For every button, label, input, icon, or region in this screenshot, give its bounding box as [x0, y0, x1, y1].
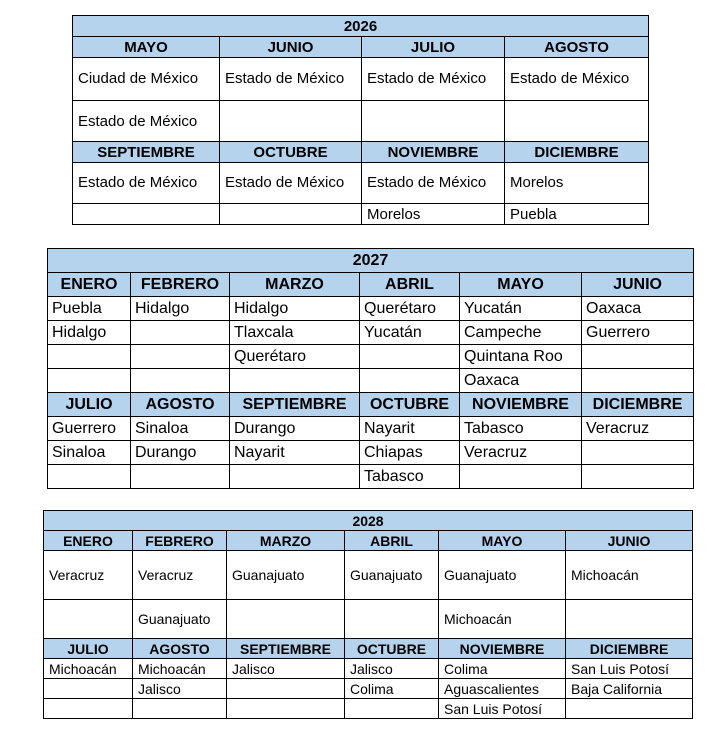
schedule-table-2026 [72, 15, 649, 225]
state-cell: Estado de México [362, 58, 505, 101]
state-cell [73, 204, 220, 225]
state-cell: Tabasco [460, 417, 582, 441]
state-cell [360, 369, 460, 393]
state-cell: Jalisco [227, 659, 345, 679]
month-header: SEPTIEMBRE [227, 639, 345, 659]
state-cell: Yucatán [460, 297, 582, 321]
state-cell: Veracruz [44, 551, 133, 600]
state-cell: Michoacán [44, 659, 133, 679]
state-cell: Hidalgo [131, 297, 230, 321]
state-cell: Oaxaca [582, 297, 694, 321]
state-cell: Querétaro [360, 297, 460, 321]
month-header: OCTUBRE [360, 393, 460, 417]
month-header: NOVIEMBRE [439, 639, 566, 659]
state-cell: Colima [439, 659, 566, 679]
state-cell [48, 369, 131, 393]
state-cell: Guanajuato [439, 551, 566, 600]
state-cell: Michoacán [566, 551, 693, 600]
state-cell: Tlaxcala [230, 321, 360, 345]
year-header: 2026 [73, 16, 649, 37]
state-cell: Hidalgo [48, 321, 131, 345]
state-cell [131, 345, 230, 369]
state-cell [44, 699, 133, 719]
state-cell [582, 345, 694, 369]
state-cell: Estado de México [73, 101, 220, 142]
schedule-table-2027 [47, 248, 694, 489]
state-cell [227, 679, 345, 699]
state-cell: Guerrero [48, 417, 131, 441]
month-header: MAYO [73, 37, 220, 58]
month-header: JULIO [362, 37, 505, 58]
state-cell: Querétaro [230, 345, 360, 369]
month-header: ABRIL [360, 273, 460, 297]
month-header: DICIEMBRE [505, 142, 649, 163]
month-header: FEBRERO [133, 531, 227, 551]
month-header: SEPTIEMBRE [73, 142, 220, 163]
state-cell: Morelos [362, 204, 505, 225]
state-cell [230, 369, 360, 393]
month-header: MARZO [230, 273, 360, 297]
state-cell [345, 699, 439, 719]
state-cell [227, 699, 345, 719]
month-header: JUNIO [582, 273, 694, 297]
state-cell [566, 600, 693, 639]
state-cell [131, 321, 230, 345]
state-cell: Durango [131, 441, 230, 465]
state-cell: Estado de México [220, 58, 362, 101]
state-cell: Puebla [48, 297, 131, 321]
state-cell [582, 369, 694, 393]
state-cell: Yucatán [360, 321, 460, 345]
month-header: NOVIEMBRE [362, 142, 505, 163]
month-header: NOVIEMBRE [460, 393, 582, 417]
month-header: ABRIL [345, 531, 439, 551]
month-header: JUNIO [220, 37, 362, 58]
state-cell [505, 101, 649, 142]
month-header: JUNIO [566, 531, 693, 551]
month-header: ENERO [44, 531, 133, 551]
state-cell: Hidalgo [230, 297, 360, 321]
month-header: JULIO [48, 393, 131, 417]
state-cell: Campeche [460, 321, 582, 345]
state-cell: Estado de México [362, 163, 505, 204]
state-cell [460, 465, 582, 489]
month-header: SEPTIEMBRE [230, 393, 360, 417]
state-cell: Durango [230, 417, 360, 441]
state-cell: Michoacán [439, 600, 566, 639]
state-cell [345, 600, 439, 639]
state-cell [220, 204, 362, 225]
state-cell: Sinaloa [48, 441, 131, 465]
state-cell: Tabasco [360, 465, 460, 489]
state-cell: Nayarit [360, 417, 460, 441]
state-cell [227, 600, 345, 639]
state-cell [230, 465, 360, 489]
month-header: MARZO [227, 531, 345, 551]
state-cell: Ciudad de México [73, 58, 220, 101]
state-cell [44, 679, 133, 699]
state-cell: Veracruz [582, 417, 694, 441]
month-header: MAYO [460, 273, 582, 297]
state-cell [48, 465, 131, 489]
state-cell [131, 465, 230, 489]
state-cell: Morelos [505, 163, 649, 204]
state-cell: San Luis Potosí [439, 699, 566, 719]
year-header: 2027 [48, 249, 694, 273]
month-header: OCTUBRE [345, 639, 439, 659]
month-header: AGOSTO [131, 393, 230, 417]
state-cell: Estado de México [73, 163, 220, 204]
state-cell: Puebla [505, 204, 649, 225]
state-cell: Chiapas [360, 441, 460, 465]
state-cell: Colima [345, 679, 439, 699]
state-cell: Guerrero [582, 321, 694, 345]
state-cell [566, 699, 693, 719]
state-cell [360, 345, 460, 369]
state-cell: Guanajuato [133, 600, 227, 639]
state-cell [582, 465, 694, 489]
month-header: FEBRERO [131, 273, 230, 297]
month-header: OCTUBRE [220, 142, 362, 163]
month-header: AGOSTO [133, 639, 227, 659]
state-cell: Estado de México [505, 58, 649, 101]
state-cell: Veracruz [133, 551, 227, 600]
month-header: MAYO [439, 531, 566, 551]
month-header: DICIEMBRE [566, 639, 693, 659]
state-cell [131, 369, 230, 393]
state-cell: Estado de México [220, 163, 362, 204]
state-cell [44, 600, 133, 639]
state-cell: Guanajuato [345, 551, 439, 600]
state-cell [133, 699, 227, 719]
state-cell [220, 101, 362, 142]
state-cell: Sinaloa [131, 417, 230, 441]
state-cell: Jalisco [345, 659, 439, 679]
state-cell: Veracruz [460, 441, 582, 465]
month-header: ENERO [48, 273, 131, 297]
state-cell: Guanajuato [227, 551, 345, 600]
state-cell [48, 345, 131, 369]
month-header: AGOSTO [505, 37, 649, 58]
state-cell: Nayarit [230, 441, 360, 465]
month-header: DICIEMBRE [582, 393, 694, 417]
state-cell [582, 441, 694, 465]
state-cell: Quintana Roo [460, 345, 582, 369]
month-header: JULIO [44, 639, 133, 659]
state-cell: Oaxaca [460, 369, 582, 393]
state-cell: Michoacán [133, 659, 227, 679]
state-cell: Jalisco [133, 679, 227, 699]
state-cell: San Luis Potosí [566, 659, 693, 679]
state-cell [362, 101, 505, 142]
state-cell: Aguascalientes [439, 679, 566, 699]
state-cell: Baja California [566, 679, 693, 699]
schedule-table-2028 [43, 510, 693, 719]
year-header: 2028 [44, 511, 693, 531]
